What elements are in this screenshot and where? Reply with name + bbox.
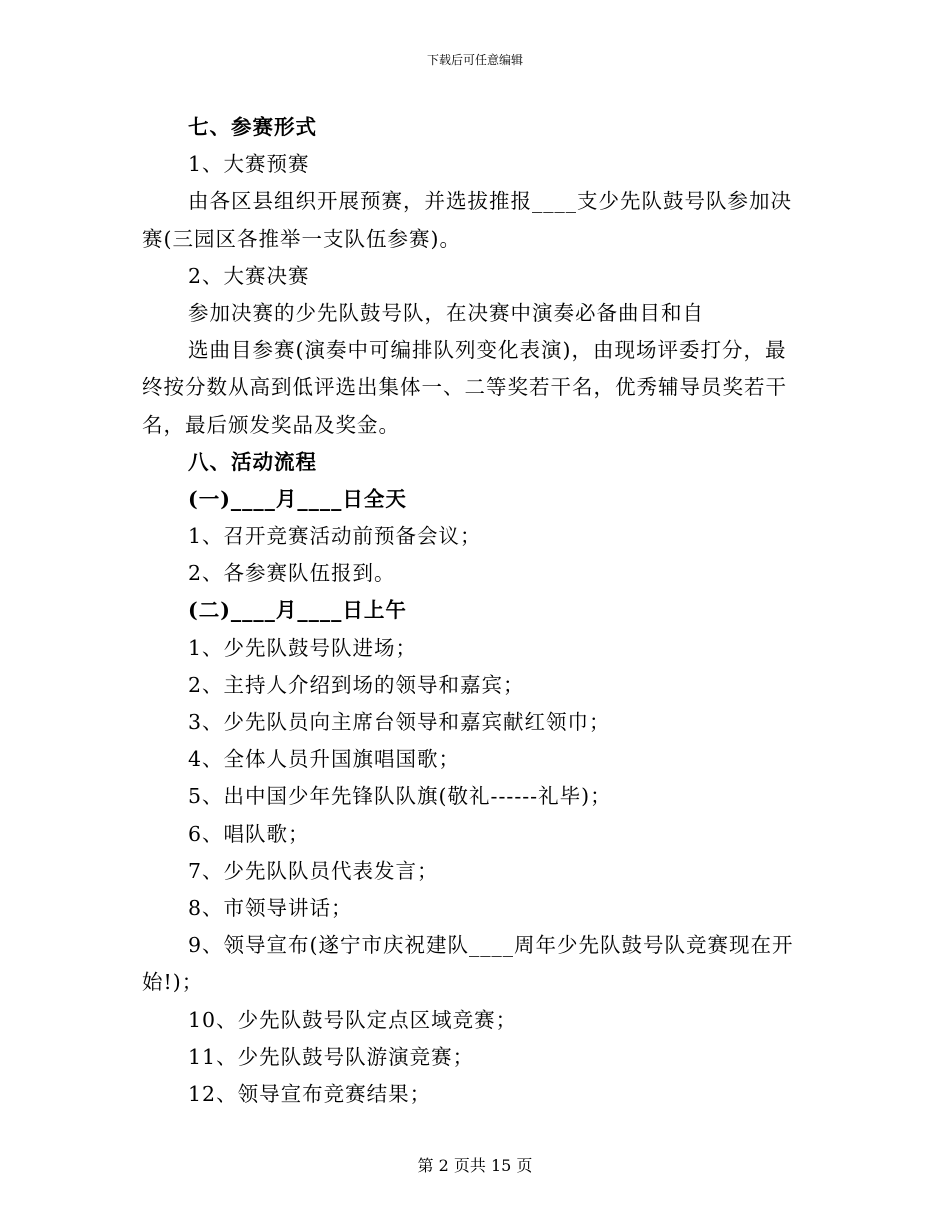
- paragraph: 2、大赛决赛: [188, 263, 310, 288]
- subheading-day-two: (二)____月____日上午: [188, 598, 407, 623]
- section-heading-participation-format: 七、参赛形式: [188, 115, 317, 139]
- list-item: 8、市领导讲话；: [188, 895, 353, 920]
- paragraph: 赛(三园区各推举一支队伍参赛)。: [142, 226, 461, 251]
- list-item: 9、领导宣布(遂宁市庆祝建队____周年少先队鼓号队竞赛现在开: [188, 933, 794, 958]
- list-item: 10、少先队鼓号队定点区域竞赛；: [188, 1007, 518, 1032]
- document-body: [142, 109, 802, 1113]
- paragraph: 终按分数从高到低评选出集体一、二等奖若干名，优秀辅导员奖若干: [142, 375, 787, 400]
- list-item: 2、各参赛队伍报到。: [188, 561, 396, 586]
- list-item: 5、出中国少年先锋队队旗(敬礼------礼毕)；: [188, 784, 612, 809]
- list-item: 12、领导宣布竞赛结果；: [188, 1081, 432, 1106]
- list-item: 6、唱队歌；: [188, 821, 310, 846]
- paragraph: 参加决赛的少先队鼓号队，在决赛中演奏必备曲目和自: [188, 300, 704, 325]
- subheading-day-one: (一)____月____日全天: [188, 486, 407, 511]
- paragraph: 选曲目参赛(演奏中可编排队列变化表演)，由现场评委打分，最: [188, 338, 787, 363]
- page-footer: 第 2 页共 15 页: [417, 1156, 533, 1175]
- paragraph: 1、大赛预赛: [188, 152, 310, 177]
- list-item: 11、少先队鼓号队游演竞赛；: [188, 1044, 475, 1069]
- list-item: 2、主持人介绍到场的领导和嘉宾；: [188, 672, 525, 697]
- list-item: 始!)；: [142, 970, 204, 995]
- list-item: 7、少先队队员代表发言；: [188, 858, 439, 883]
- list-item: 3、少先队员向主席台领导和嘉宾献红领巾；: [188, 710, 611, 734]
- list-item: 1、召开竞赛活动前预备会议；: [188, 524, 482, 549]
- paragraph: 名，最后颁发奖品及奖金。: [142, 412, 400, 437]
- page-header: 下载后可任意编辑: [426, 53, 523, 67]
- list-item: 1、少先队鼓号队进场；: [188, 635, 418, 660]
- section-heading-activity-process: 八、活动流程: [188, 449, 317, 474]
- list-item: 4、全体人员升国旗唱国歌；: [188, 747, 461, 772]
- paragraph: 由各区县组织开展预赛，并选拔推报____支少先队鼓号队参加决: [188, 189, 792, 214]
